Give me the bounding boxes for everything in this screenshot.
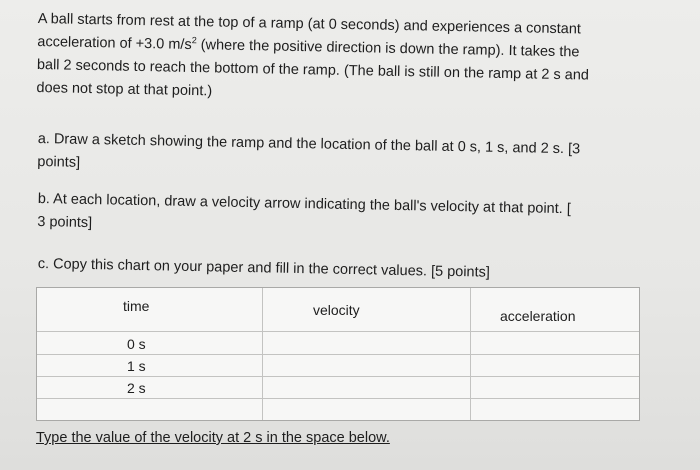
table-column-divider: [470, 288, 471, 420]
table-column-divider: [262, 288, 263, 420]
question-b-line-2: 3 points]: [37, 213, 93, 232]
table-cell-time: 1 s: [127, 358, 146, 374]
problem-statement: [36, 8, 678, 112]
question-c: [38, 253, 678, 288]
problem-line-3: ball 2 seconds to reach the bottom of the ramp. (The ball is still on the ramp at 2 s and: [36, 56, 590, 84]
problem-line-1: A ball starts from rest at the top of a ramp (at 0 seconds) and experiences a constant: [37, 10, 582, 38]
table-cell-time: 0 s: [127, 336, 146, 352]
table-row-divider: [37, 331, 639, 332]
table-row-divider: [37, 398, 639, 399]
answer-prompt: Type the value of the velocity at 2 s in the space below.: [36, 430, 390, 446]
problem-line-4: does not stop at that point.): [36, 79, 213, 100]
question-b-line-1: b. At each location, draw a velocity arrow indicating the ball's velocity at that point. [: [37, 190, 571, 218]
question-a-line-2: points]: [37, 153, 81, 171]
question-c-line-1: c. Copy this chart on your paper and fill in the correct values. [5 points]: [37, 255, 491, 281]
header-acceleration: acceleration: [500, 308, 576, 324]
question-b: [37, 188, 678, 246]
question-a-line-1: a. Draw a sketch showing the ramp and the location of the ball at 0 s, 1 s, and 2 s. [3: [37, 130, 581, 158]
problem-line-2-start: acceleration of +3.0 m/s: [37, 33, 192, 53]
data-table: [36, 287, 640, 421]
table-row-divider: [37, 376, 639, 377]
header-time: time: [123, 298, 150, 314]
header-velocity: velocity: [313, 302, 360, 318]
exponent: 2: [191, 35, 197, 46]
question-a: [37, 128, 678, 186]
table-row-divider: [37, 354, 639, 355]
problem-line-2-end: (where the positive direction is down the ramp). It takes the: [196, 37, 580, 61]
table-cell-time: 2 s: [127, 380, 146, 396]
